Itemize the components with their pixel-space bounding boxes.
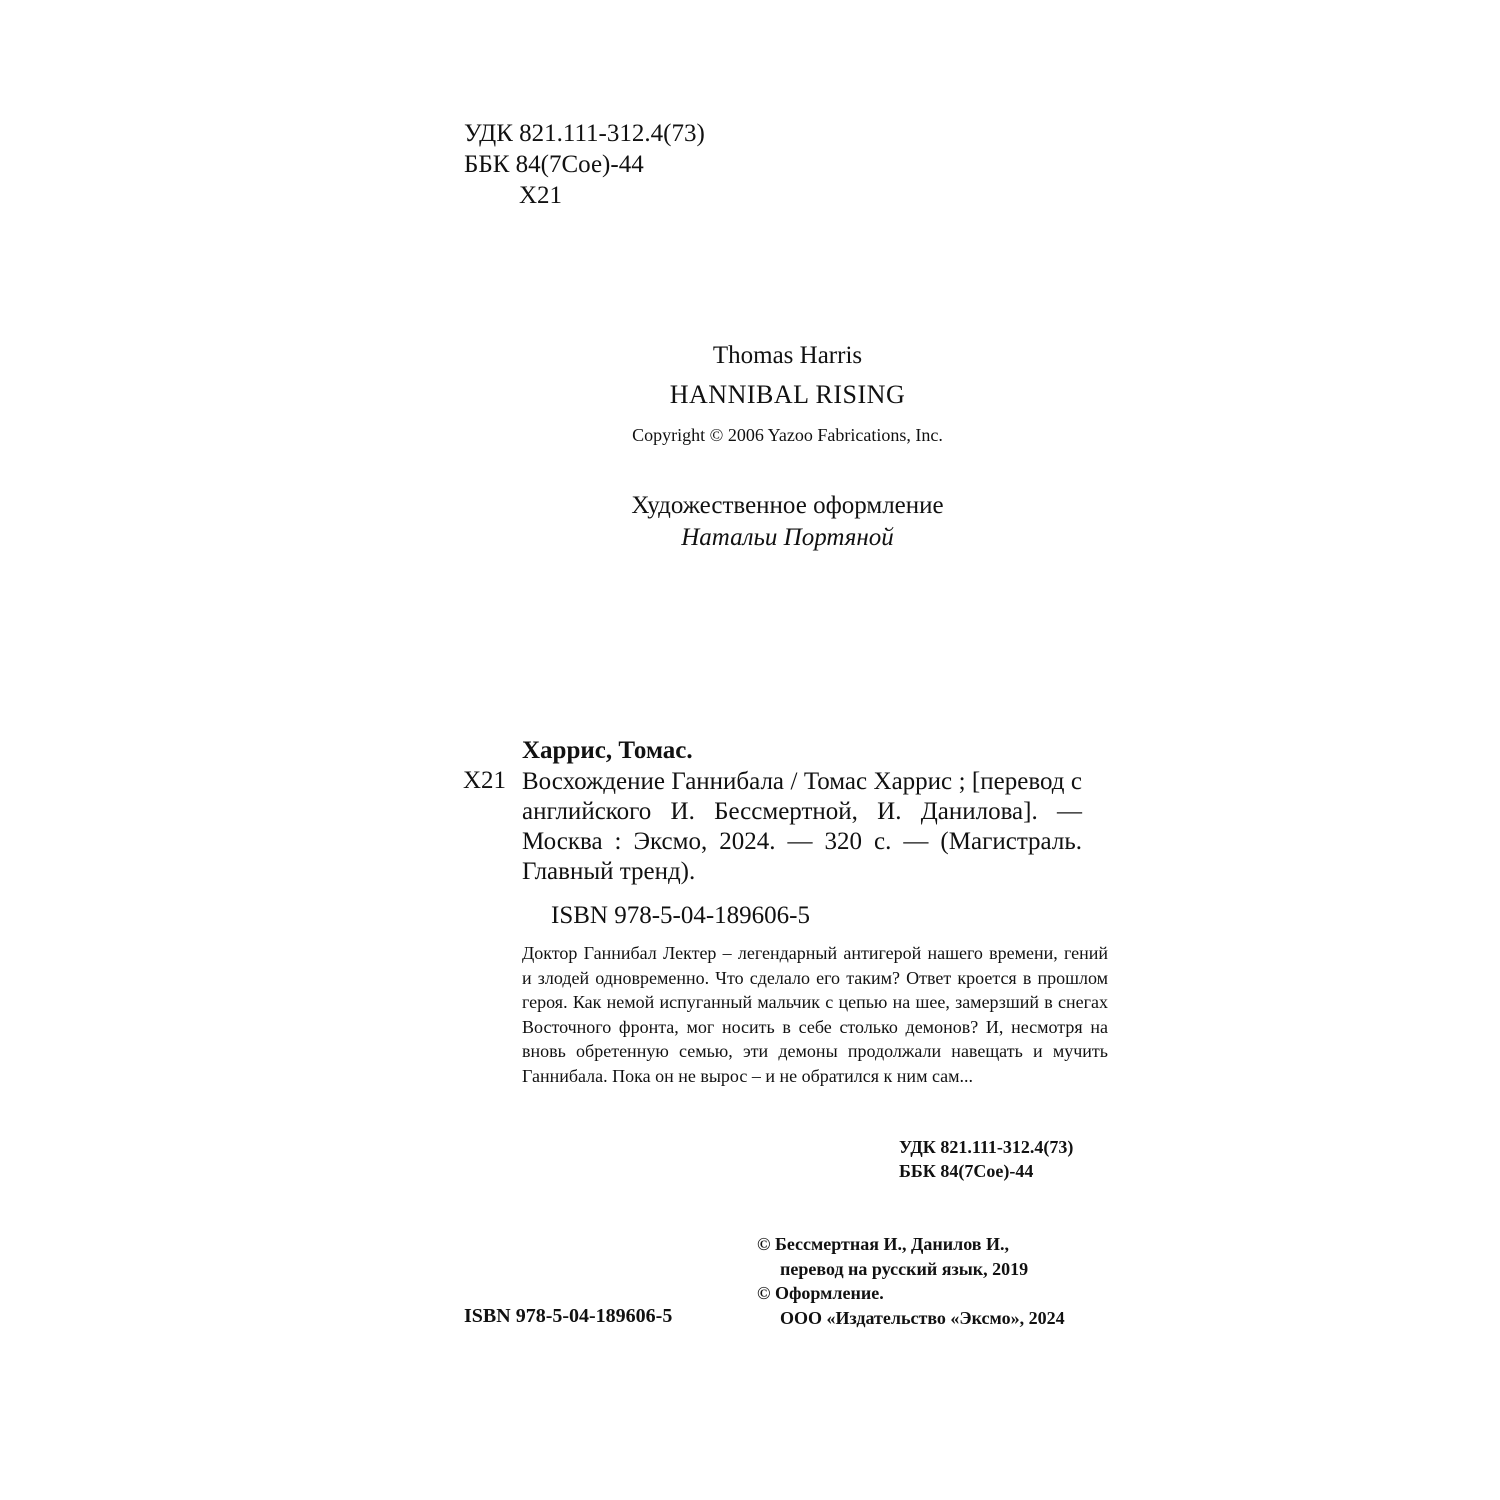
udk-top: УДК 821.111-312.4(73) — [464, 120, 705, 147]
original-author: Thomas Harris — [712, 342, 863, 369]
author-mark-top: Х21 — [519, 182, 563, 209]
annotation-text: Доктор Ганнибал Лектер – легендарный антигерой нашего времени, гений и злодей одновременно. Что сделало его таким? Ответ кроется в прошлом героя. Как немой испуганный мальчик с цепью на шее, замерзший в снегах Восточного фронта, мог носить в себе столько демонов? И, несмотря на вновь обретенную семью, эти демоны продолжали навещать и мучить Ганнибала. Пока он не вырос – и не обратился к ним сам... — [522, 943, 1108, 1086]
isbn-bottom: ISBN 978-5-04-189606-5 — [464, 1305, 673, 1327]
bib-author: Харрис, Томас. — [522, 737, 693, 764]
bbk-top: ББК 84(7Сое)-44 — [464, 151, 644, 178]
original-title: HANNIBAL RISING — [669, 380, 906, 409]
designer-name: Натальи Портяной — [681, 524, 894, 551]
copyright-design-line1: © Оформление. — [757, 1283, 884, 1303]
bib-description: Восхождение Ганнибала / Томас Харрис ; [перевод с английского И. Бессмертной, И. Данилова]. — Москва : Эксмо, 2024. — 320 с. — (Магистраль. Главный тренд). — [522, 768, 1082, 885]
copyright-translation-line2: перевод на русский язык, 2019 — [780, 1259, 1029, 1279]
bib-isbn: ISBN 978-5-04-189606-5 — [551, 902, 811, 929]
original-copyright: Copyright © 2006 Yazoo Fabrications, Inc. — [632, 425, 943, 445]
design-label: Художественное оформление — [631, 492, 944, 519]
copyright-translation-line1: © Бессмертная И., Данилов И., — [757, 1234, 1010, 1254]
udk-bottom: УДК 821.111-312.4(73) — [899, 1137, 1074, 1157]
bbk-bottom: ББК 84(7Сое)-44 — [899, 1161, 1034, 1181]
copyright-design-line2: ООО «Издательство «Эксмо», 2024 — [780, 1308, 1065, 1328]
bib-author-mark: Х21 — [463, 767, 507, 794]
